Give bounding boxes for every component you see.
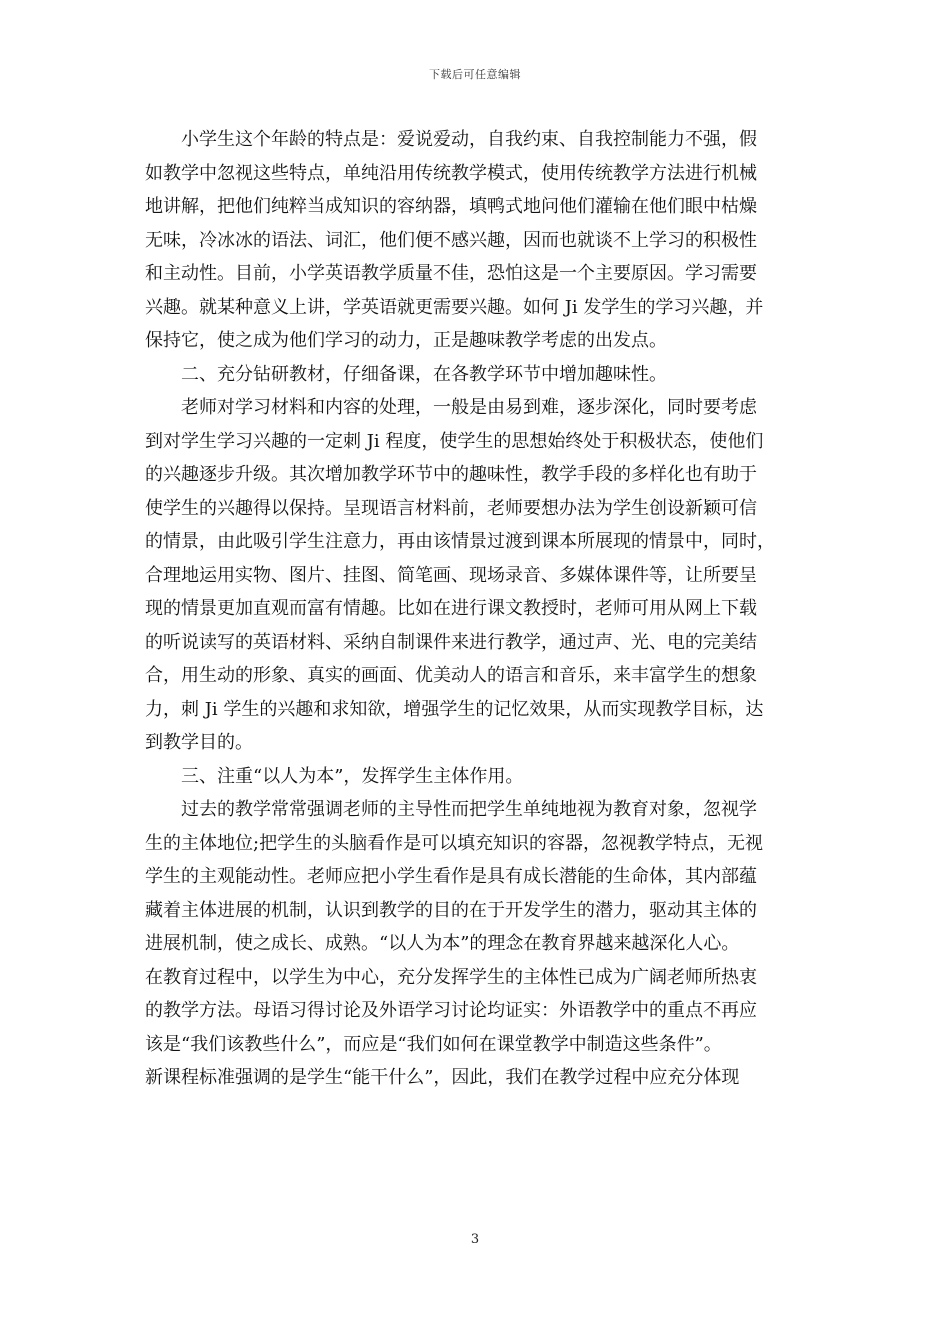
text-line: 合，用生动的形象、真实的画面、优美动人的语言和音乐，来丰富学生的想象: [145, 665, 757, 686]
text-line: 三、注重“以人为本”，发挥学生主体作用。: [181, 765, 524, 787]
page-number: 3: [470, 1232, 480, 1247]
text-line: 二、充分钻研教材，仔细备课，在各教学环节中增加趣味性。: [181, 363, 667, 385]
text-line: 到对学生学习兴趣的一定刺 Ji 程度，使学生的思想始终处于积极状态，使他们: [145, 430, 764, 452]
text-line: 进展机制，使之成长、成熟。“以人为本”的理念在教育界越来越深化人心。: [145, 933, 740, 954]
text-line: 保持它，使之成为他们学习的动力，正是趣味教学考虑的出发点。: [145, 330, 667, 351]
text-line: 的情景，由此吸引学生注意力，再由该情景过渡到课本所展现的情景中，同时，: [145, 531, 775, 552]
text-line: 该是“我们该教些什么”，而应是“我们如何在课堂教学中制造这些条件”。: [145, 1033, 722, 1055]
text-line: 无味，冷冰冰的语法、词汇，他们便不感兴趣，因而也就谈不上学习的积极性: [145, 229, 757, 251]
text-line: 力，刺 Ji 学生的兴趣和求知欲，增强学生的记忆效果，从而实现教学目标，达: [145, 698, 764, 720]
text-line: 如教学中忽视这些特点，单纯沿用传统教学模式，使用传统教学方法进行机械: [145, 162, 757, 184]
text-line: 老师对学习材料和内容的处理，一般是由易到难，逐步深化，同时要考虑: [181, 397, 757, 418]
text-line: 在教育过程中，以学生为中心，充分发挥学生的主体性已成为广阔老师所热衷: [145, 966, 757, 988]
text-line: 的兴趣逐步升级。其次增加教学环节中的趣味性，教学手段的多样化也有助于: [145, 464, 757, 485]
document-body: [145, 123, 805, 1095]
text-line: 现的情景更加直观而富有情趣。比如在进行课文教授时，老师可用从网上下载: [145, 598, 757, 619]
text-line: 的听说读写的英语材料、采纳自制课件来进行教学，通过声、光、电的完美结: [145, 631, 757, 653]
text-line: 到教学目的。: [145, 732, 253, 753]
text-line: 新课程标准强调的是学生“能干什么”，因此，我们在教学过程中应充分体现: [145, 1067, 740, 1088]
text-line: 小学生这个年龄的特点是：爱说爱动，自我约束、自我控制能力不强，假: [181, 129, 757, 150]
text-line: 过去的教学常常强调老师的主导性而把学生单纯地视为教育对象，忽视学: [181, 799, 757, 820]
text-line: 合理地运用实物、图片、挂图、简笔画、现场录音、多媒体课件等，让所要呈: [145, 564, 757, 586]
text-line: 的教学方法。母语习得讨论及外语学习讨论均证实：外语教学中的重点不再应: [145, 1000, 757, 1021]
text-line: 藏着主体进展的机制，认识到教学的目的在于开发学生的潜力，驱动其主体的: [145, 899, 757, 921]
text-line: 兴趣。就某种意义上讲，学英语就更需要兴趣。如何 Ji 发学生的学习兴趣，并: [145, 296, 764, 318]
page-header: 下载后可任意编辑: [429, 68, 521, 81]
text-line: 学生的主观能动性。老师应把小学生看作是具有成长潜能的生命体，其内部蕴: [145, 866, 757, 887]
text-line: 使学生的兴趣得以保持。呈现语言材料前，老师要想办法为学生创设新颖可信: [145, 497, 757, 519]
text-line: 和主动性。目前，小学英语教学质量不佳，恐怕这是一个主要原因。学习需要: [145, 263, 757, 284]
text-line: 地讲解，把他们纯粹当成知识的容纳器，填鸭式地问他们灌输在他们眼中枯燥: [145, 196, 757, 217]
text-line: 生的主体地位;把学生的头脑看作是可以填充知识的容器，忽视教学特点，无视: [145, 832, 764, 854]
